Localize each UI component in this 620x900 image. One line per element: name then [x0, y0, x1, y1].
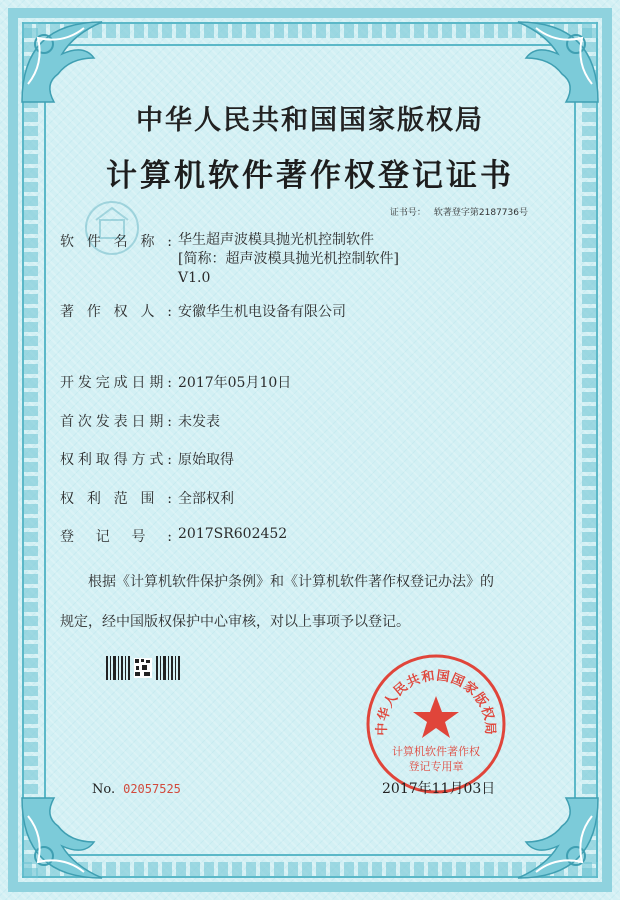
- field-publish-date: [60, 411, 220, 431]
- corner-ornament-icon: [510, 14, 606, 110]
- barcode-icon: [106, 656, 180, 680]
- field-value: 安徽华生机电设备有限公司: [178, 304, 346, 320]
- field-value: 2017SR602452: [178, 526, 288, 542]
- field-label: 权利取得方式:: [60, 452, 172, 468]
- field-label: 登记号:: [60, 529, 172, 545]
- issue-date: 2017年11月03日: [382, 781, 496, 797]
- field-value: 原始取得: [178, 452, 234, 468]
- corner-ornament-icon: [14, 14, 110, 110]
- certificate-number-label: 证书号：: [389, 208, 426, 218]
- field-label: 首次发表日期:: [60, 414, 172, 430]
- issuer-title: 中华人民共和国国家版权局: [136, 105, 484, 136]
- field-completion-date: [60, 372, 291, 392]
- software-version: V1.0: [178, 270, 211, 286]
- field-value: 未发表: [178, 414, 220, 430]
- seal-line-1: 计算机软件著作权: [392, 745, 480, 758]
- official-seal-icon: [362, 650, 510, 798]
- field-rights-scope: [60, 488, 234, 508]
- legal-text-line-1: 根据《计算机软件保护条例》和《计算机软件著作权登记办法》的: [88, 574, 494, 590]
- certificate-number-value: 软著登字第2187736号: [433, 208, 528, 218]
- software-name-short: [简称：超声波模具抛光机控制软件]: [178, 251, 399, 267]
- certificate-number: [390, 205, 528, 218]
- seal-line-2: 登记专用章: [408, 760, 464, 773]
- field-value: [178, 231, 399, 288]
- serial-number: [92, 782, 181, 797]
- field-label: 权利范围:: [60, 491, 172, 507]
- field-value: 全部权利: [178, 491, 234, 507]
- field-copyright-owner: [60, 301, 346, 321]
- seal-ring-text: 中华人民共和国国家版权局: [374, 668, 498, 736]
- field-label: 软件名称:: [60, 234, 172, 250]
- field-registration-number: [60, 526, 287, 546]
- field-label: 著作权人:: [60, 304, 172, 320]
- serial-label: No.: [92, 782, 116, 797]
- corner-ornament-icon: [14, 790, 110, 886]
- field-software-name: [60, 231, 399, 288]
- field-value: 2017年05月10日: [178, 375, 292, 391]
- legal-text-line-2: 规定，经中国版权保护中心审核，对以上事项予以登记。: [60, 614, 410, 630]
- software-name-full: 华生超声波模具抛光机控制软件: [178, 232, 374, 248]
- corner-ornament-icon: [510, 790, 606, 886]
- serial-value: 02057525: [123, 782, 181, 796]
- field-label: 开发完成日期:: [60, 375, 172, 391]
- certificate-title: 计算机软件著作权登记证书: [106, 158, 514, 194]
- field-acquisition-method: [60, 449, 234, 469]
